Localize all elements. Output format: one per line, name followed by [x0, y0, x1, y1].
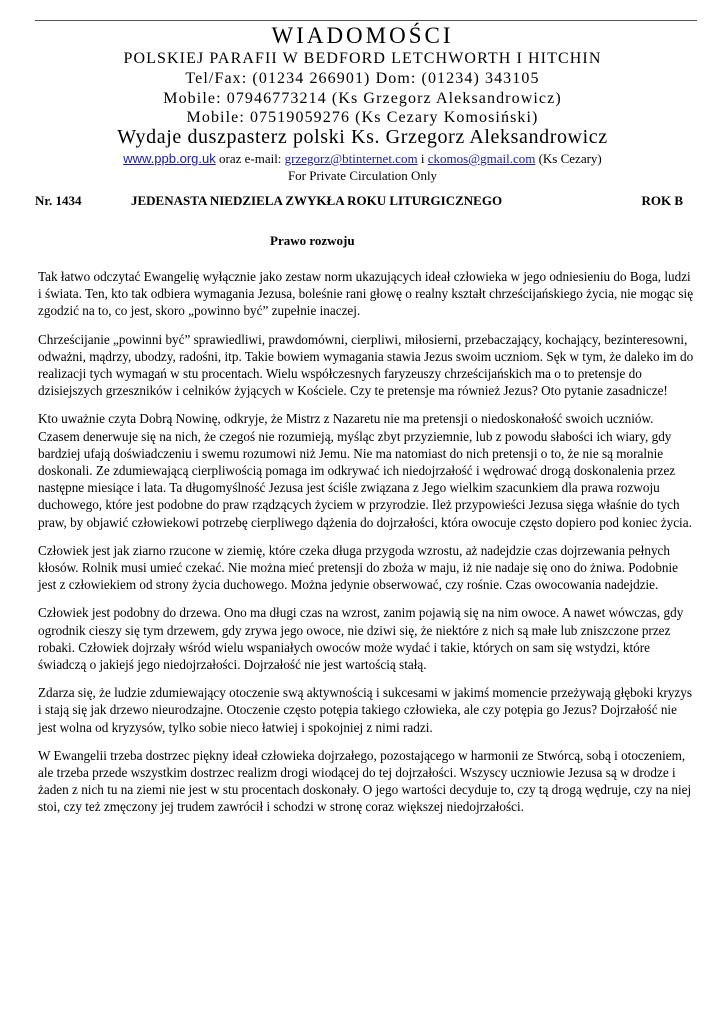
website-link[interactable]: www.ppb.org.uk: [123, 151, 216, 166]
email-link-grzegorz[interactable]: grzegorz@btinternet.com: [284, 151, 418, 166]
paragraph: Kto uważnie czyta Dobrą Nowinę, odkryje, że Mistrz z Nazaretu nie ma pretensji o niedoskonałość swoich uczniów. Czasem denerwuje się na nich, że czegoś nie rozumieją, myśląc zbyt przyziemnie, lub z powodu słabości ich wiary, gdy bardziej ufają doświadczeniu i swemu rozumowi niż Jemu. Nie ma natomiast do nich pretensji o to, że nie są moralnie doskonali. Ze zdumiewającą cierpliwością pomaga im odkrywać ich niedojrzałość i wędrować drogą doskonalenia przez następne miesiące i lata. Ta długomyślność Jezusa jest ściśle związana z Jego wielkim szacunkiem dla prawa rozwoju duchowego, które jest podobne do praw rządzących życiem w przyrodzie. Ileż przypowieści Jezusa sięga właśnie do tych praw, by objawić człowiekowi potrzebę cierpliwego dążenia do dojrzałości, która owocuje często dopiero pod koniec życia.: [38, 411, 692, 530]
contact-line: [0, 151, 725, 167]
paragraph: Zdarza się, że ludzie zdumiewający otoczenie swą aktywnością i sukcesami w jakimś momencie przeżywają głęboki kryzys i stają się jak drzewo nieurodzajne. Otoczenie często potępia takiego człowieka, ale czy potępia go Jezus? Dojrzałość nie jest wolna od kryzysów, tylko sobie nieco łatwiej i spokojniej z nimi radzi.: [38, 685, 692, 735]
liturgical-year: ROK B: [641, 193, 683, 208]
paragraph: W Ewangelii trzeba dostrzec piękny ideał człowieka dojrzałego, pozostającego w harmonii ze Stwórcą, sobą i otoczeniem, ale trzeba przede wszystkim dostrzec realizm drogi wiodącej do tej dojrzałości. Wszyscy uczniowie Jezusa są w drodze i żaden z nich tu na ziemi nie jest w stu procentach doskonały. O jego wartości decyduje to, czy tą drogą wędruje, czy na niej stoi, czy też zmęczony jej trudem zawrócił i schodzi w stronę coraz większej niedojrzałości.: [38, 747, 692, 815]
private-circulation-note: For Private Circulation Only: [287, 168, 438, 183]
paragraph: Tak łatwo odczytać Ewangelię wyłącznie jako zestaw norm ukazujących ideał człowieka w jego odniesieniu do Boga, ludzi i świata. Ten, kto tak odbiera wymagania Jezusa, boleśnie rani głowę o realny kształt chrześcijańskiego życia, nie mogąc się zgodzić na to, co jest, skoro „powinno być” zupełnie inaczej.: [38, 269, 694, 319]
publisher-line: Wydaje duszpasterz polski Ks. Grzegorz Aleksandrowicz: [117, 126, 608, 148]
mobile-line-1: Mobile: 07946773214 (Ks Grzegorz Aleksandrowicz): [163, 90, 562, 107]
telephone-line: Tel/Fax: (01234 266901) Dom: (01234) 343105: [185, 70, 540, 87]
paragraph: Człowiek jest jak ziarno rzucone w ziemię, które czeka długa przygoda wzrostu, aż nadejdzie czas dojrzewania pełnych kłosów. Rolnik musi umieć czekać. Nie można mieć pretensji do zboża w maju, iż nie nadaje się ono do żniwa. Podobnie jest z człowiekiem od strony życia duchowego. Można jedynie obserwować, czy rośnie. Czas owocowania nadejdzie.: [38, 542, 679, 593]
paragraph: Chrześcijanie „powinni być” sprawiedliwi, prawdomówni, cierpliwi, miłosierni, przebaczający, kochający, bezinteresowni, odważni, mądrzy, ubodzy, radośni, itp. Takie bowiem wymagania stawia Jezus swoim uczniom. Sęk w tym, że daleko im do realizacji tych wymagań w stu procentach. Wielu współczesnych faryzeuszy chrześcijańskich ma o to pretensje do dzisiejszych grzeszników i celników żyjących w Kościele. Czy te pretensje ma również Jezus? Oto pytanie zasadnicze!: [38, 331, 694, 399]
contact-and-text: i: [417, 151, 428, 166]
mobile-line-2: Mobile: 07519059276 (Ks Cezary Komosiński): [186, 109, 539, 126]
issue-line: [35, 193, 683, 209]
contact-suffix-text: (Ks Cezary): [535, 151, 602, 166]
issue-title: JEDENASTA NIEDZIELA ZWYKŁA ROKU LITURGICZNEGO: [131, 193, 503, 208]
contact-mid-text: oraz e-mail:: [215, 151, 285, 166]
issue-number: Nr. 1434: [35, 193, 82, 208]
article-title: Prawo rozwoju: [270, 233, 355, 248]
article-body: [38, 268, 694, 827]
parish-name: POLSKIEJ PARAFII W BEDFORD LETCHWORTH I HITCHIN: [123, 50, 602, 67]
top-rule: [35, 20, 697, 21]
paragraph: Człowiek jest podobny do drzewa. Ono ma długi czas na wzrost, zanim pojawią się na nim owoce. A nawet wówczas, gdy ogrodnik cieszy się tym drzewem, gdy zrywa jego owoce, nie dziwi się, że niektóre z nich są małe lub zniszczone przez robaki. Człowiek dojrzały wśród wielu wspaniałych owoców może wydać i takie, których on sam się wstydzi, które świadczą o jakiejś jego niedojrzałości. Dojrzałość nie jest wartością stałą.: [38, 605, 684, 673]
masthead-title: WIADOMOŚCI: [271, 23, 454, 48]
email-link-ckomos[interactable]: ckomos@gmail.com: [427, 151, 536, 166]
